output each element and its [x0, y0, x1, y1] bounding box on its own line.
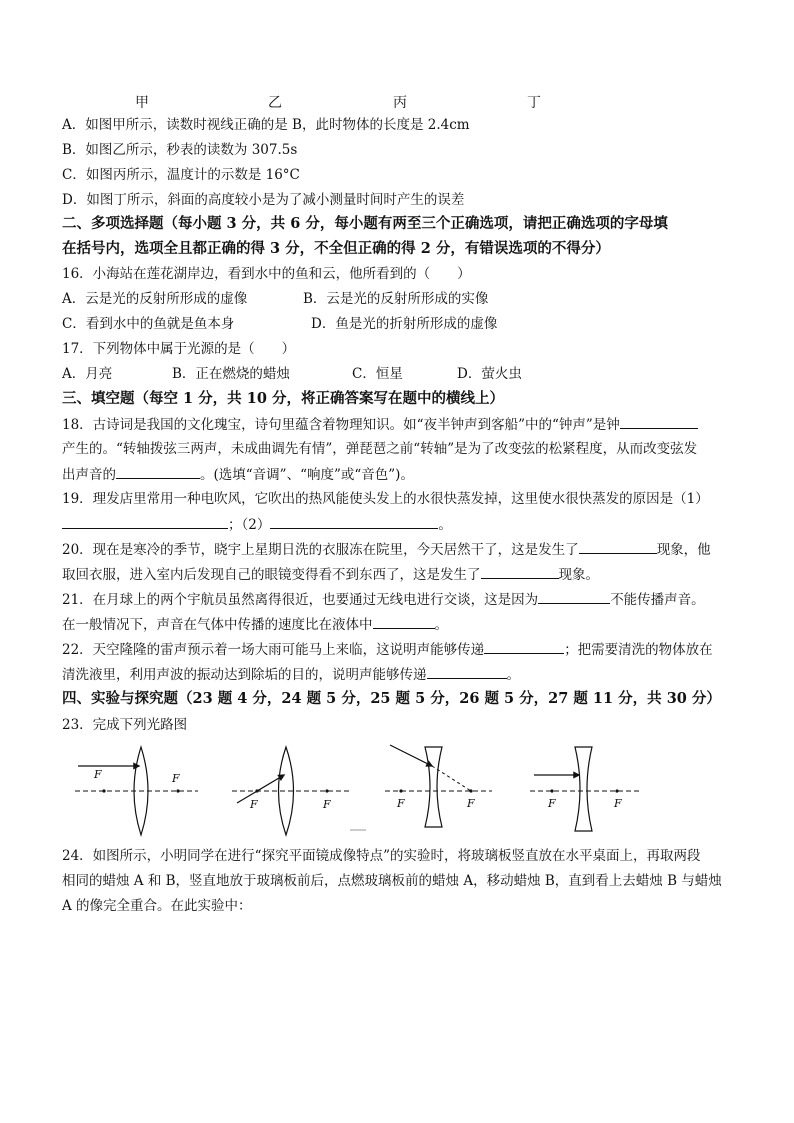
- figure-label-ding: 丁: [527, 95, 541, 111]
- section2-heading-line2: 在括号内，选项全且都正确的得 3 分，不全但正确的得 2 分，有错误选项的不得分）: [62, 240, 610, 257]
- q16-option-b: B．云是光的反射所形成的实像: [303, 291, 489, 307]
- focus-label-2b: F: [323, 798, 331, 811]
- incident-ray-2: [237, 775, 284, 803]
- focus-label-1b: F: [172, 772, 180, 785]
- concave-lens-3: [425, 747, 442, 827]
- q16-option-c: C．看到水中的鱼就是鱼本身: [62, 316, 235, 332]
- focus-point-1a: [102, 789, 105, 792]
- figure-label-yi: 乙: [268, 95, 282, 111]
- q15-option-a: A．如图甲所示，读数时视线正确的是 B，此时物体的长度是 2.4cm: [62, 117, 470, 133]
- q21-line1-text-b: 不能传播声音。: [610, 592, 705, 608]
- q15-option-d: D．如图丁所示，斜面的高度较小是为了减小测量时间时产生的误差: [62, 192, 465, 208]
- q22-line1-text-b: ；把需要清洗的物体放在: [564, 642, 713, 658]
- q24-line3: A 的像完全重合。在此实验中：: [62, 898, 252, 914]
- focus-point-3a: [399, 789, 402, 792]
- q24-line1: 24．如图所示，小明同学在进行“探究平面镜成像特点”的实验时，将玻璃板竖直放在水平桌面上，再取两段: [62, 848, 701, 864]
- concave-lens-4: [575, 747, 592, 831]
- q18-line1-text: 18．古诗词是我国的文化瑰宝，诗句里蕴含着物理知识。如“夜半钟声到客船”中的“钟声”是钟: [62, 417, 620, 433]
- q21-line1-text-a: 21．在月球上的两个宇航员虽然离得很近，也要通过无线电进行交谈，这是因为: [62, 592, 539, 608]
- q22-line2-text-a: 清洗液里，利用声波的振动达到除垢的目的，说明声能够传递: [62, 667, 427, 683]
- focus-point-4a: [550, 789, 553, 792]
- focus-point-2a: [255, 789, 258, 792]
- lens-diagram-3: [385, 745, 492, 827]
- extension-line-3: [432, 766, 471, 791]
- focus-point-2b: [325, 789, 328, 792]
- section2-heading-line1: 二、多项选择题（每小题 3 分，共 6 分，每小题有两至三个正确选项，请把正确选项的字母填: [62, 215, 668, 232]
- focus-point-4b: [615, 789, 618, 792]
- q23-stem: 23．完成下列光路图: [62, 717, 188, 733]
- focus-point-3b: [469, 789, 472, 792]
- q17-option-c: C．恒星: [352, 366, 403, 382]
- lens-diagram-2: [232, 747, 352, 835]
- focus-point-1b: [176, 789, 179, 792]
- q17-option-b: B．正在燃烧的蜡烛: [172, 366, 290, 382]
- q22-line1-text-a: 22．天空隆隆的雷声预示着一场大雨可能马上来临，这说明声能够传递: [62, 642, 485, 658]
- figure-label-jia: 甲: [135, 95, 149, 111]
- focus-label-2a: F: [250, 798, 258, 811]
- q21-line2-text-b: 。: [434, 617, 448, 633]
- q20-line2-text-b: 现象。: [558, 567, 599, 583]
- q22-line2-text-b: 。: [506, 667, 520, 683]
- figure-label-bing: 丙: [393, 95, 407, 111]
- focus-label-4a: F: [548, 797, 556, 810]
- q16-option-a: A．云是光的反射所形成的虚像: [62, 291, 248, 307]
- q15-option-c: C．如图丙所示，温度计的示数是 16°C: [62, 167, 300, 183]
- focus-label-3b: F: [467, 797, 475, 810]
- q19-line1: 19．理发店里常用一种电吹风，它吹出的热风能使头发上的水很快蒸发掉，这里使水很快蒸发的原因是（1）: [62, 491, 709, 507]
- q20-line1-text-a: 20．现在是寒冷的季节，晓宇上星期日洗的衣服冻在院里，今天居然干了，这是发生了: [62, 542, 579, 558]
- lens-diagram-4: [530, 747, 640, 831]
- focus-label-3a: F: [397, 797, 405, 810]
- focus-label-1a: F: [94, 768, 102, 781]
- q16-option-d: D．鱼是光的折射所形成的虚像: [311, 316, 498, 332]
- focus-label-4b: F: [614, 797, 622, 810]
- q20-line2-text-a: 取回衣服，进入室内后发现自己的眼镜变得看不到东西了，这是发生了: [62, 567, 481, 583]
- q21-line2-text-a: 在一般情况下，声音在气体中传播的速度比在液体中: [62, 617, 373, 633]
- q19-line2-text-a: ；（2）: [228, 517, 271, 533]
- q17-option-d: D．萤火虫: [457, 366, 522, 382]
- q17-stem: 17．下列物体中属于光源的是（ ）: [62, 341, 296, 357]
- lens-diagram-1: [75, 747, 198, 835]
- q17-option-a: A．月亮: [62, 366, 113, 382]
- q20-line1-text-b: 现象，他: [656, 542, 711, 558]
- q18-line3-text-b: 。(选填“音调”、“响度”或“音色”)。: [200, 467, 414, 483]
- q16-stem: 16．小海站在莲花湖岸边，看到水中的鱼和云，他所看到的（ ）: [62, 266, 471, 282]
- q24-line2: 相同的蜡烛 A 和 B，竖直地放于玻璃板前后，点燃玻璃板前的蜡烛 A，移动蜡烛 B，直到看上去蜡烛 B 与蜡烛: [62, 873, 722, 889]
- q18-line3-text-a: 出声音的: [62, 467, 116, 483]
- q15-option-b: B．如图乙所示，秒表的读数为 307.5s: [62, 142, 298, 158]
- q19-line2-text-b: 。: [438, 517, 452, 533]
- q18-line2: 产生的。“转轴拨弦三两声，未成曲调先有情”，弹琵琶之前“转轴”是为了改变弦的松紧程度，从而改变弦发: [62, 441, 698, 457]
- section3-heading: 三、填空题（每空 1 分，共 10 分，将正确答案写在题中的横线上）: [62, 390, 504, 407]
- section4-heading: 四、实验与探究题（23 题 4 分，24 题 5 分，25 题 5 分，26 题 5 分，27 题 11 分，共 30 分）: [62, 690, 721, 707]
